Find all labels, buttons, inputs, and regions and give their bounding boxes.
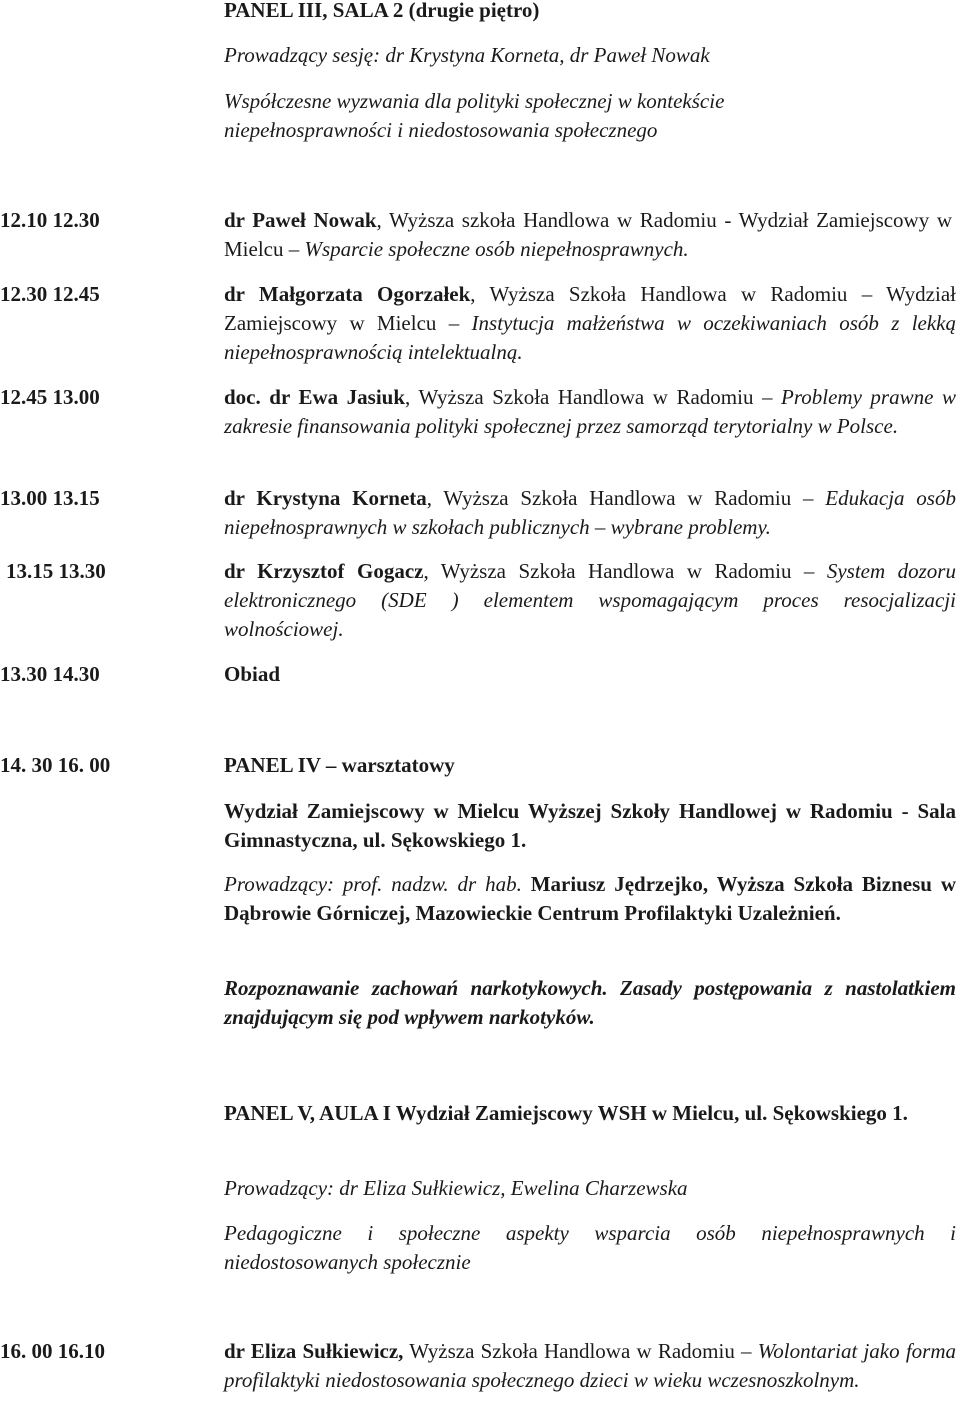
panel4-moderator [224, 870, 956, 928]
talk-title: Wolontariat jako forma profilaktyki niedostosowania społecznego dzieci w wieku wczesnoszkolnym. [224, 1339, 956, 1392]
panel5-moderators: Prowadzący: dr Eliza Sułkiewicz, Ewelina Charzewska [224, 1176, 688, 1200]
lunch-label: Obiad [224, 662, 281, 686]
speaker-name: dr Krystyna Korneta [224, 486, 427, 510]
session-time: 12.45 13.00 [0, 385, 100, 409]
speaker-affiliation: , Wyższa Szkoła Handlowa w Radomiu – [426, 486, 826, 510]
session-entry [224, 1337, 956, 1395]
talk-title: Instytucja małżeństwa w oczekiwaniach osób z lekką niepełnosprawnością intelektualną. [224, 311, 956, 364]
lunch-time: 13.30 14.30 [0, 662, 100, 686]
talk-title: Edukacja osób niepełnosprawnych w szkołach publicznych – wybrane problemy. [224, 486, 956, 539]
panel4-venue: Wydział Zamiejscowy w Mielcu Wyższej Szkoły Handlowej w Radomiu - Sala Gimnastyczna, ul. Sękowskiego 1. [224, 799, 956, 852]
panel5-topic: Pedagogiczne i społeczne aspekty wsparcia osób niepełnosprawnych i niedostosowanych społecznie [224, 1221, 956, 1274]
panel4-topic: Rozpoznawanie zachowań narkotykowych. Zasady postępowania z nastolatkiem znajdującym się pod wpływem narkotyków. [224, 976, 956, 1029]
session-entry [224, 484, 956, 542]
session-entry [224, 557, 956, 644]
speaker-name: dr Eliza Sułkiewicz, [224, 1339, 404, 1363]
panel4-time: 14. 30 16. 00 [0, 753, 111, 777]
talk-title: Wsparcie społeczne osób niepełnosprawnych. [304, 237, 689, 261]
talk-title: Problemy prawne w zakresie finansowania polityki społecznej przez samorząd terytorialny w Polsce. [224, 385, 956, 438]
moderator-affiliation: , Wyższa Szkoła Biznesu w Dąbrowie Górniczej, Mazowieckie Centrum Profilaktyki Uzależnień. [224, 872, 956, 925]
speaker-affiliation: , Wyższa Szkoła Handlowa w Radomiu – [423, 559, 827, 583]
session-time: 13.00 13.15 [0, 486, 100, 510]
speaker-name: dr Krzysztof Gogacz [224, 559, 424, 583]
speaker-name: dr Małgorzata Ogorzałek [224, 282, 471, 306]
moderator-name: Mariusz Jędrzejko [521, 872, 703, 896]
session-time: 16. 00 16.10 [0, 1339, 105, 1363]
session-time: 13.15 13.30 [6, 559, 106, 583]
session-entry [224, 280, 956, 367]
session-time: 12.30 12.45 [0, 282, 100, 306]
session-time: 12.10 12.30 [0, 208, 100, 232]
panel3-heading: PANEL III, SALA 2 (drugie piętro) [224, 0, 540, 22]
panel4-heading: PANEL IV – warsztatowy [224, 753, 455, 777]
panel3-moderators: Prowadzący sesję: dr Krystyna Korneta, dr Paweł Nowak [224, 43, 710, 67]
panel3-topic-line2: niepełnosprawności i niedostosowania społecznego [224, 118, 658, 142]
moderator-prefix: Prowadzący: prof. nadzw. dr hab. [224, 872, 522, 896]
session-entry [224, 383, 956, 441]
speaker-affiliation: , Wyższa szkoła Handlowa w Radomiu - Wydział Zamiejscowy w Mielcu – [224, 208, 953, 261]
speaker-affiliation: Wyższa Szkoła Handlowa w Radomiu – [403, 1339, 758, 1363]
speaker-affiliation: , Wyższa Szkoła Handlowa w Radomiu – Wydział Zamiejscowy w Mielcu – [224, 282, 956, 335]
speaker-name: doc. dr Ewa Jasiuk [224, 385, 406, 409]
panel3-topic-line1: Współczesne wyzwania dla polityki społecznej w kontekście [224, 89, 725, 113]
panel5-heading: PANEL V, AULA I Wydział Zamiejscowy WSH w Mielcu, ul. Sękowskiego 1. [224, 1101, 908, 1125]
speaker-affiliation: , Wyższa Szkoła Handlowa w Radomiu – [405, 385, 782, 409]
talk-title: System dozoru elektronicznego (SDE ) elementem wspomagającym proces resocjalizacji wolnościowej. [224, 559, 956, 641]
session-entry [224, 206, 952, 264]
speaker-name: dr Paweł Nowak [224, 208, 377, 232]
